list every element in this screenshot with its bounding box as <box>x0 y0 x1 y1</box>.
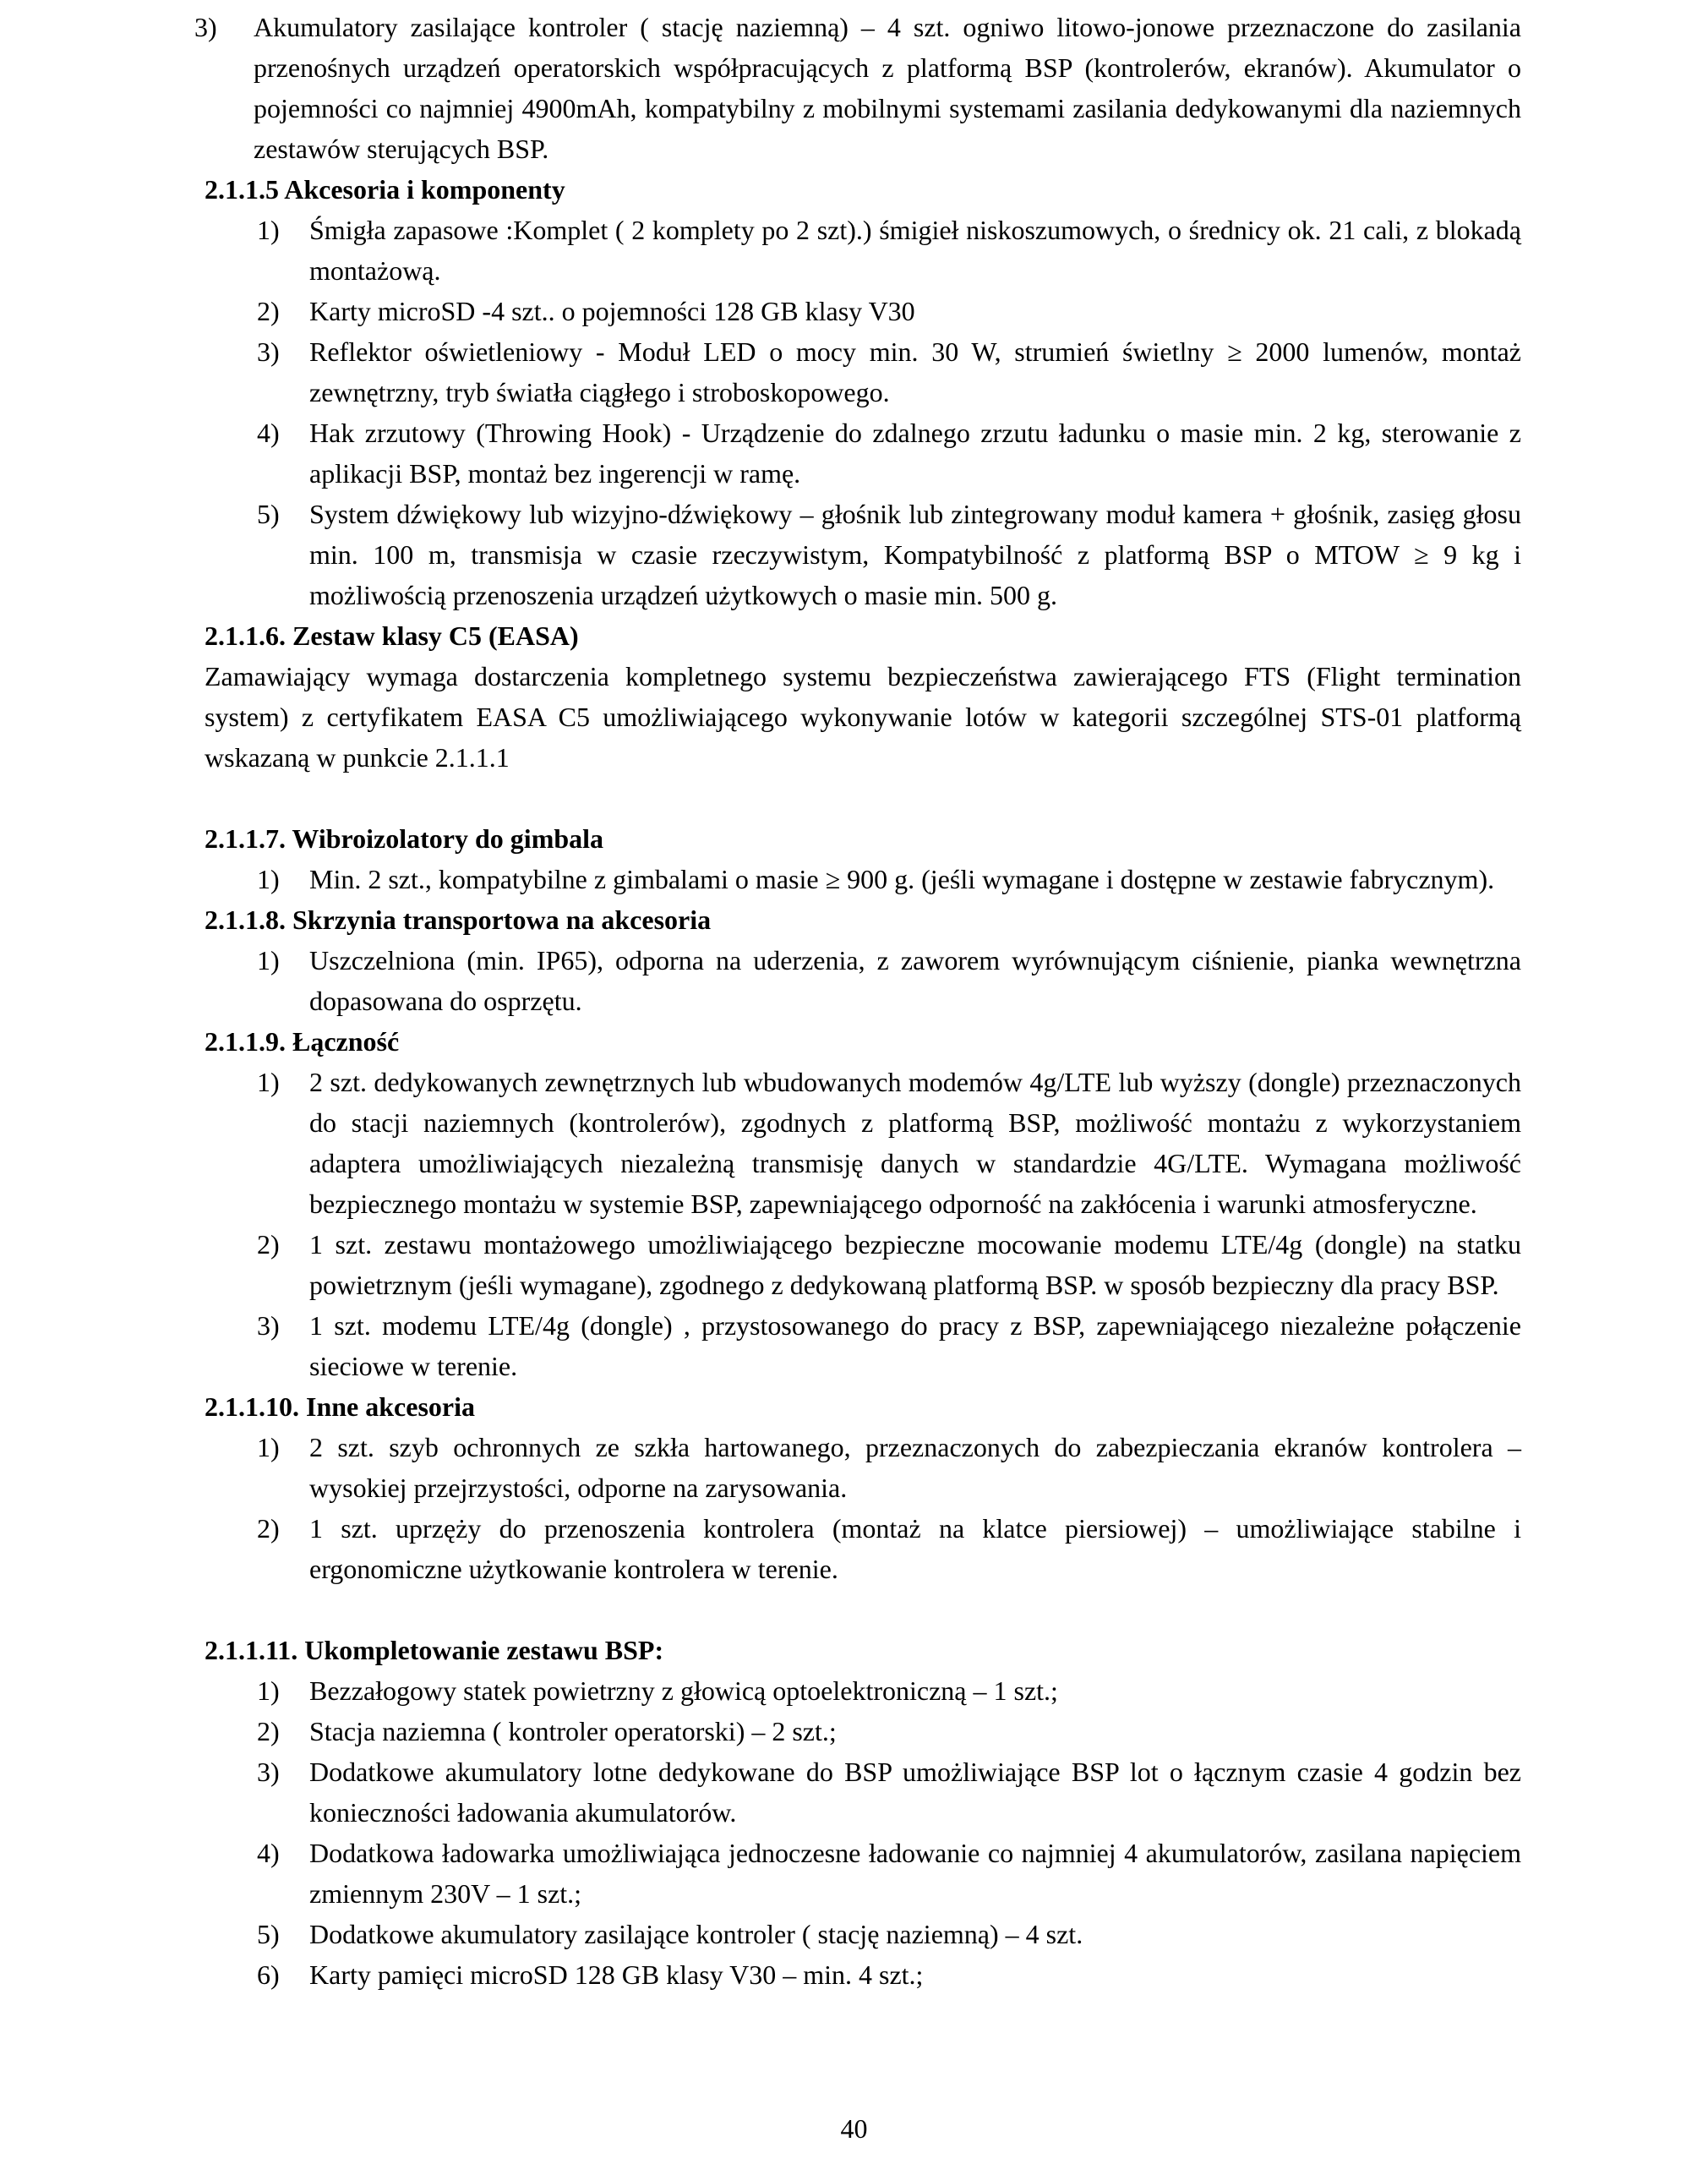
paragraph: Zamawiający wymaga dostarczenia kompletnego systemu bezpieczeństwa zawierającego FTS (Flight termination system) z certyfikatem EASA C5 umożliwiającego wykonywanie lotów w kategorii szczególnej STS-01 platformą wskazaną w punkcie 2.1.1.1 <box>205 661 1521 773</box>
section-heading-2-1-1-10: 2.1.1.10. Inne akcesoria <box>205 1391 475 1422</box>
list-item <box>205 859 1521 899</box>
section-heading-2-1-1-7: 2.1.1.7. Wibroizolatory do gimbala <box>205 823 604 854</box>
section-heading-2-1-1-9: 2.1.1.9. Łączność <box>205 1026 400 1057</box>
list-item-text: System dźwiękowy lub wizyjno-dźwiękowy – głośnik lub zintegrowany moduł kamera + głośnik, zasięg głosu min. 100 m, transmisja w czasie rzeczywistym, Kompatybilność z platformą BSP o MTOW ≥ 9 kg i możliwością przenoszenia urządzeń użytkowych o masie min. 500 g. <box>309 499 1521 610</box>
list-item <box>205 940 1521 1021</box>
list-item-number: 1) <box>257 215 280 245</box>
list-item-number: 2) <box>257 1513 280 1544</box>
list-item-text: Dodatkowe akumulatory zasilające kontroler ( stację naziemną) – 4 szt. <box>309 1919 1083 1949</box>
list-item <box>205 210 1521 291</box>
list-item <box>205 1954 1521 1995</box>
section-heading-2-1-1-6: 2.1.1.6. Zestaw klasy C5 (EASA) <box>205 620 579 651</box>
list-item-text: 1 szt. zestawu montażowego umożliwiającego bezpieczne mocowanie modemu LTE/4g (dongle) na statku powietrznym (jeśli wymagane), zgodnego z dedykowaną platformą BSP. w sposób bezpieczny dla pracy BSP. <box>309 1229 1521 1300</box>
blank-line <box>205 778 1521 818</box>
list-item-text: Bezzałogowy statek powietrzny z głowicą optoelektroniczną – 1 szt.; <box>309 1675 1058 1706</box>
section-heading-2-1-1-5: 2.1.1.5 Akcesoria i komponenty <box>205 174 565 205</box>
list-item-text: 1 szt. uprzęży do przenoszenia kontrolera (montaż na klatce piersiowej) – umożliwiające stabilne i ergonomiczne użytkowanie kontrolera w terenie. <box>309 1513 1521 1584</box>
list-item <box>205 1670 1521 1711</box>
list-item-text: Karty microSD -4 szt.. o pojemności 128 GB klasy V30 <box>309 296 915 326</box>
list-item-number: 6) <box>257 1959 280 1990</box>
page-number: 40 <box>840 2113 868 2144</box>
list-item-number: 2) <box>257 296 280 326</box>
section-heading-2-1-1-8: 2.1.1.8. Skrzynia transportowa na akcesoria <box>205 904 712 935</box>
list-item-text: Reflektor oświetleniowy - Moduł LED o mocy min. 30 W, strumień świetlny ≥ 2000 lumenów, montaż zewnętrzny, tryb światła ciągłego i stroboskopowego. <box>309 336 1521 407</box>
list-item-number: 2) <box>257 1229 280 1260</box>
list-item <box>205 1711 1521 1751</box>
list-item-number: 1) <box>257 1067 280 1097</box>
list-item <box>205 494 1521 615</box>
list-item-text: Min. 2 szt., kompatybilne z gimbalami o masie ≥ 900 g. (jeśli wymagane i dostępne w zestawie fabrycznym). <box>309 864 1495 894</box>
list-item <box>205 1833 1521 1914</box>
list-item-number: 3) <box>257 1310 280 1341</box>
list-item-text: Hak zrzutowy (Throwing Hook) - Urządzenie do zdalnego zrzutu ładunku o masie min. 2 kg, sterowanie z aplikacji BSP, montaż bez ingerencji w ramę. <box>309 418 1521 489</box>
list-item-number: 3) <box>257 336 280 367</box>
list-item <box>205 1751 1521 1833</box>
list-item <box>205 1224 1521 1305</box>
list-item-number: 3) <box>257 1757 280 1787</box>
list-item-text: Karty pamięci microSD 128 GB klasy V30 – min. 4 szt.; <box>309 1959 924 1990</box>
list-item-number: 1) <box>257 1675 280 1706</box>
list-item <box>194 7 1521 169</box>
list-item <box>205 291 1521 331</box>
list-item <box>205 1508 1521 1589</box>
list-item-text: Dodatkowe akumulatory lotne dedykowane do BSP umożliwiające BSP lot o łącznym czasie 4 godzin bez konieczności ładowania akumulatorów. <box>309 1757 1521 1828</box>
list-item-number: 5) <box>257 499 280 529</box>
list-item-text: Dodatkowa ładowarka umożliwiająca jednoczesne ładowanie co najmniej 4 akumulatorów, zasilana napięciem zmiennym 230V – 1 szt.; <box>309 1838 1521 1909</box>
blank-line <box>205 1589 1521 1630</box>
list-item-text: 2 szt. dedykowanych zewnętrznych lub wbudowanych modemów 4g/LTE lub wyższy (dongle) przeznaczonych do stacji naziemnych (kontrolerów), zgodnych z platformą BSP, możliwość montażu z wykorzystaniem adaptera umożliwiających niezależną transmisję danych w standardzie 4G/LTE. Wymagana możliwość bezpiecznego montażu w systemie BSP, zapewniającego odporność na zakłócenia i warunki atmosferyczne. <box>309 1067 1521 1219</box>
list-item-text: Akumulatory zasilające kontroler ( stację naziemną) – 4 szt. ogniwo litowo-jonowe przeznaczone do zasilania przenośnych urządzeń operatorskich współpracujących z platformą BSP (kontrolerów, ekranów). Akumulator o pojemności co najmniej 4900mAh, kompatybilny z mobilnymi systemami zasilania dedykowanymi dla naziemnych zestawów sterujących BSP. <box>254 12 1521 164</box>
list-item-text: Stacja naziemna ( kontroler operatorski) – 2 szt.; <box>309 1716 837 1746</box>
list-item-text: Uszczelniona (min. IP65), odporna na uderzenia, z zaworem wyrównującym ciśnienie, pianka wewnętrzna dopasowana do osprzętu. <box>309 945 1521 1016</box>
list-item <box>205 1914 1521 1954</box>
list-item <box>205 1062 1521 1224</box>
list-item-text: 2 szt. szyb ochronnych ze szkła hartowanego, przeznaczonych do zabezpieczania ekranów kontrolera – wysokiej przejrzystości, odporne na zarysowania. <box>309 1432 1521 1503</box>
list-item <box>205 1427 1521 1508</box>
list-item <box>205 331 1521 413</box>
list-item-number: 5) <box>257 1919 280 1949</box>
document-content <box>194 7 1521 1995</box>
list-item-number: 1) <box>257 945 280 975</box>
list-item-text: Śmigła zapasowe :Komplet ( 2 komplety po 2 szt).) śmigieł niskoszumowych, o średnicy ok. 21 cali, z blokadą montażową. <box>309 215 1521 286</box>
list-item-number: 1) <box>257 1432 280 1462</box>
list-item-number: 3) <box>194 12 217 42</box>
section-heading-2-1-1-11: 2.1.1.11. Ukompletowanie zestawu BSP: <box>205 1635 664 1665</box>
list-item-text: 1 szt. modemu LTE/4g (dongle) , przystosowanego do pracy z BSP, zapewniającego niezależne połączenie sieciowe w terenie. <box>309 1310 1521 1381</box>
list-item-number: 4) <box>257 1838 280 1868</box>
list-item-number: 1) <box>257 864 280 894</box>
list-item <box>205 1305 1521 1386</box>
list-item <box>205 413 1521 494</box>
list-item-number: 4) <box>257 418 280 448</box>
list-item-number: 2) <box>257 1716 280 1746</box>
